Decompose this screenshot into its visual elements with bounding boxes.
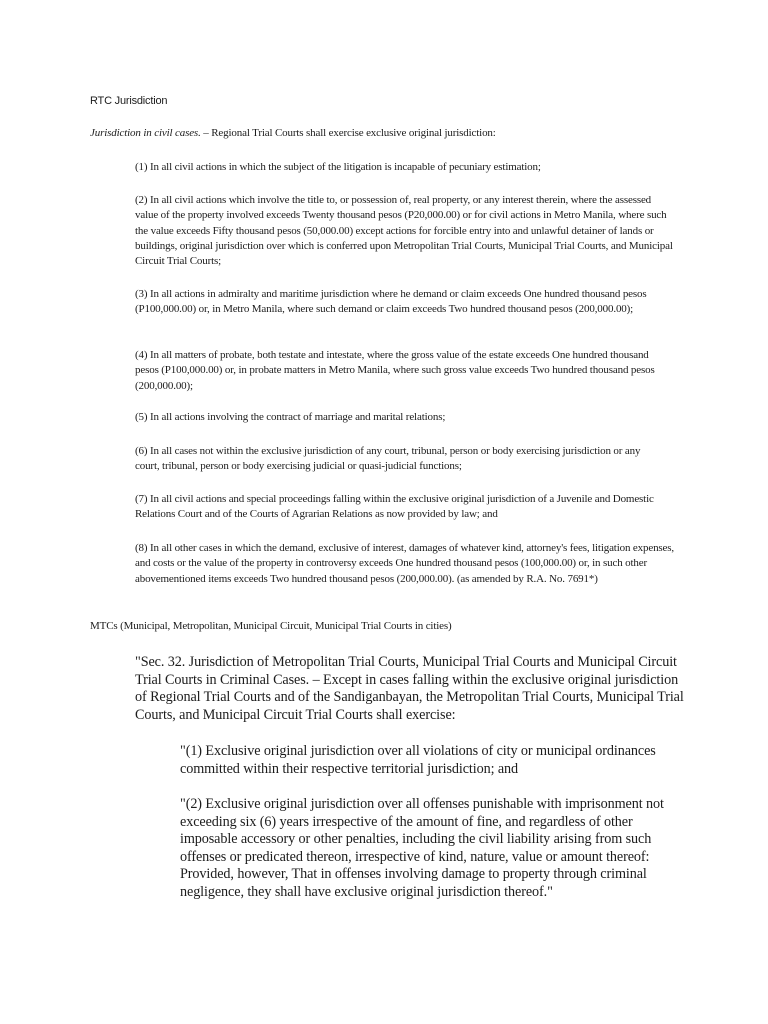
rtc-item-3: (3) In all actions in admiralty and maritime jurisdiction where he demand or claim exceeds One hundred thousand pesos (P100,000.00) or, in Metro Manila, where such demand or claim exceeds Two hundred thousand pesos (200,000.00); <box>135 288 647 316</box>
mtc-item-1: "(1) Exclusive original jurisdiction over all violations of city or municipal ordinances committed within their respective territorial jurisdiction; and <box>180 743 656 777</box>
rtc-item-4: (4) In all matters of probate, both testate and intestate, where the gross value of the estate exceeds One hundred thousand pesos (P100,000.00) or, in probate matters in Metro Manila, where such gross value exceeds Two hundred thousand pesos (200,000.00); <box>135 349 655 392</box>
mtc-heading: MTCs (Municipal, Metropolitan, Municipal Circuit, Municipal Trial Courts in cities) <box>90 620 452 632</box>
mtc-item-2: "(2) Exclusive original jurisdiction over all offenses punishable with imprisonment not exceeding six (6) years irrespective of the amount of fine, and regardless of other imposable accessory or other penalties, including the civil liability arising from such offenses or predicated thereon, irrespective of kind, nature, value or amount thereof: Provided, however, That in offenses involving damage to property through criminal negligence, they shall have exclusive original jurisdiction thereof." <box>180 796 664 900</box>
rtc-intro-rest: – Regional Trial Courts shall exercise exclusive original jurisdiction: <box>200 127 496 139</box>
rtc-intro-italic: Jurisdiction in civil cases. <box>90 127 201 139</box>
rtc-item-2: (2) In all civil actions which involve the title to, or possession of, real property, or any interest therein, where the assessed value of the property involved exceeds Twenty thousand pesos (P20,000.00) or for civil actions in Metro Manila, where such the value exceeds Fifty thousand pesos (50,000.00) except actions for forcible entry into and unlawful detainer of lands or buildings, original jurisdiction over which is conferred upon Metropolitan Trial Courts, Municipal Trial Courts, and Municipal Circuit Trial Courts; <box>135 194 673 268</box>
rtc-item-7: (7) In all civil actions and special proceedings falling within the exclusive original jurisdiction of a Juvenile and Domestic Relations Court and of the Courts of Agrarian Relations as now provided by law; and <box>135 493 654 521</box>
sec32-paragraph: "Sec. 32. Jurisdiction of Metropolitan Trial Courts, Municipal Trial Courts and Municipal Circuit Trial Courts in Criminal Cases. – Except in cases falling within the exclusive original jurisdiction of Regional Trial Courts and of the Sandiganbayan, the Metropolitan Trial Courts, Municipal Trial Courts, and Municipal Circuit Trial Courts shall exercise: <box>135 654 684 723</box>
rtc-item-8: (8) In all other cases in which the demand, exclusive of interest, damages of whatever kind, attorney's fees, litigation expenses, and costs or the value of the property in controversy exceeds One hundred thousand pesos (100,000.00) or, in such other abovementioned items exceeds Two hundred thousand pesos (200,000.00). (as amended by R.A. No. 7691*) <box>135 542 675 585</box>
rtc-item-1: (1) In all civil actions in which the subject of the litigation is incapable of pecuniary estimation; <box>135 161 541 173</box>
rtc-heading: RTC Jurisdiction <box>90 95 168 107</box>
rtc-intro <box>90 126 690 141</box>
rtc-item-5: (5) In all actions involving the contract of marriage and marital relations; <box>135 411 446 423</box>
rtc-item-6: (6) In all cases not within the exclusive jurisdiction of any court, tribunal, person or body exercising jurisdiction or any court, tribunal, person or body exercising judicial or quasi-judicial functions; <box>135 445 641 473</box>
